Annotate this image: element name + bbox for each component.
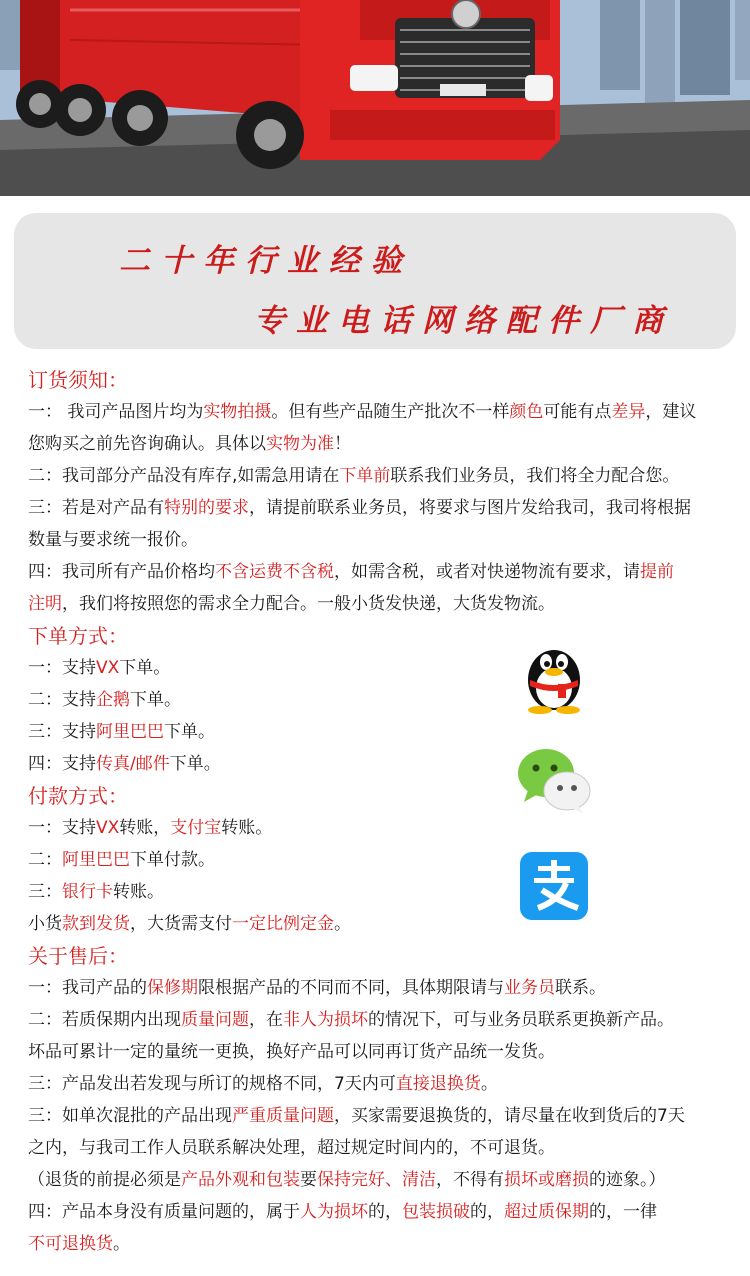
body-text: ，在 bbox=[249, 1010, 283, 1030]
body-text: 一：支持 bbox=[28, 818, 96, 838]
notice-line bbox=[28, 652, 740, 684]
highlight-text: 人为损坏 bbox=[300, 1202, 368, 1222]
highlight-text: 提前 bbox=[640, 562, 674, 582]
body-text: ，买家需要退换货的，请尽量在收到货后的7天 bbox=[334, 1106, 685, 1126]
body-text: ，请提前联系业务员，将要求与图片发给我司，我司将根据 bbox=[249, 498, 691, 518]
highlight-text: 非人为损坏 bbox=[283, 1010, 368, 1030]
notice-line bbox=[28, 492, 740, 524]
qq-penguin-icon bbox=[518, 638, 590, 714]
body-text: 下单。 bbox=[119, 658, 171, 678]
body-text: 数量与要求统一报价。 bbox=[28, 530, 198, 550]
notice-line bbox=[28, 844, 740, 876]
highlight-text: VX bbox=[96, 658, 120, 678]
highlight-text: 严重质量问题 bbox=[232, 1106, 334, 1126]
slogan-box bbox=[14, 213, 736, 349]
body-text: 下单付款。 bbox=[130, 850, 215, 870]
body-text: ，大货需支付 bbox=[130, 914, 232, 934]
notice-line bbox=[28, 716, 740, 748]
body-text: ，如需含税，或者对快递物流有要求，请 bbox=[334, 562, 640, 582]
notice-line bbox=[28, 1164, 740, 1196]
body-text: 转账， bbox=[119, 818, 171, 838]
body-text: 的， bbox=[368, 1202, 402, 1222]
notice-line bbox=[28, 1068, 740, 1100]
body-text: 四：我司所有产品价格均 bbox=[28, 562, 215, 582]
body-text: （退货的前提必须是 bbox=[28, 1170, 181, 1190]
highlight-text: 差异 bbox=[611, 402, 646, 422]
body-text: 。但有些产品随生产批次不一样 bbox=[271, 402, 510, 422]
alipay-icon bbox=[520, 852, 588, 920]
section-heading: 下单方式： bbox=[28, 624, 128, 648]
highlight-text: VX bbox=[96, 818, 120, 838]
body-text: 一：支持 bbox=[28, 658, 96, 678]
body-text: 的，一律 bbox=[589, 1202, 657, 1222]
body-text: 三：若是对产品有 bbox=[28, 498, 164, 518]
notice-line bbox=[28, 876, 740, 908]
body-text: 联系。 bbox=[555, 978, 606, 998]
body-text: 的， bbox=[470, 1202, 504, 1222]
body-text: 联系我们业务员，我们将全力配合您。 bbox=[390, 466, 680, 486]
highlight-text: 传真/邮件 bbox=[96, 754, 170, 774]
body-text: 二：若质保期内出现 bbox=[28, 1010, 181, 1030]
body-text: 四：产品本身没有质量问题的，属于 bbox=[28, 1202, 300, 1222]
body-text: ！ bbox=[334, 434, 351, 454]
body-text: 的迹象。） bbox=[589, 1170, 666, 1190]
notice-line bbox=[28, 812, 740, 844]
highlight-text: 特别的要求 bbox=[164, 498, 249, 518]
highlight-text: 保修期 bbox=[147, 978, 198, 998]
highlight-text: 支付宝 bbox=[170, 818, 222, 838]
body-text: 。 bbox=[480, 1074, 498, 1094]
highlight-text: 颜色 bbox=[509, 402, 544, 422]
highlight-text: 业务员 bbox=[504, 978, 555, 998]
highlight-text: 银行卡 bbox=[62, 882, 113, 902]
notice-line bbox=[28, 1228, 740, 1260]
highlight-text: 保持完好、清洁 bbox=[317, 1170, 436, 1190]
body-text: 的情况下，可与业务员联系更换新产品。 bbox=[368, 1010, 674, 1030]
body-text: 您购买之前先咨询确认。具体以 bbox=[28, 434, 266, 454]
body-text: 三：如单次混批的产品出现 bbox=[28, 1106, 232, 1126]
notice-line bbox=[28, 1036, 740, 1068]
notice-line bbox=[28, 428, 740, 460]
body-text: 。 bbox=[113, 1234, 130, 1254]
body-text: ，不得有 bbox=[436, 1170, 504, 1190]
notice-line bbox=[28, 524, 740, 556]
notice-line bbox=[28, 1132, 740, 1164]
highlight-text: 直接退换货 bbox=[395, 1074, 481, 1094]
body-text: 小货 bbox=[28, 914, 62, 934]
body-text: 三： bbox=[28, 882, 62, 902]
highlight-text: 下单前 bbox=[339, 466, 391, 486]
notice-line bbox=[28, 684, 740, 716]
wechat-icon bbox=[516, 746, 592, 816]
body-text: 下单。 bbox=[164, 722, 215, 742]
highlight-text: 包装损破 bbox=[402, 1202, 470, 1222]
highlight-text: 不可退换货 bbox=[28, 1234, 113, 1254]
highlight-text: 损坏或磨损 bbox=[504, 1170, 589, 1190]
highlight-text: 实物拍摄 bbox=[203, 402, 272, 422]
highlight-text: 款到发货 bbox=[62, 914, 130, 934]
body-text: 一：我司产品的 bbox=[28, 978, 147, 998]
highlight-text: 注明 bbox=[28, 594, 62, 614]
section-heading: 订货须知： bbox=[28, 368, 128, 392]
notice-line bbox=[28, 1004, 740, 1036]
highlight-text: 一定比例定金 bbox=[232, 914, 334, 934]
notice-line bbox=[28, 748, 740, 780]
notice-line bbox=[28, 1196, 740, 1228]
notice-line bbox=[28, 396, 740, 428]
body-text: 下单。 bbox=[169, 754, 221, 774]
notice-line bbox=[28, 972, 740, 1004]
body-text: 下单。 bbox=[130, 690, 181, 710]
body-text: ，我们将按照您的需求全力配合。一般小货发快递，大货发物流。 bbox=[62, 594, 555, 614]
section-heading: 关于售后： bbox=[28, 944, 128, 968]
highlight-text: 阿里巴巴 bbox=[96, 722, 164, 742]
highlight-text: 质量问题 bbox=[181, 1010, 249, 1030]
notice-content bbox=[28, 364, 740, 1260]
highlight-text: 产品外观和包装 bbox=[181, 1170, 300, 1190]
section-heading: 付款方式： bbox=[28, 784, 128, 808]
body-text: 四：支持 bbox=[28, 754, 96, 774]
slogan-line-2: 专业电话网络配件厂商 bbox=[254, 303, 674, 339]
body-text: 二： bbox=[28, 850, 62, 870]
highlight-text: 超过质保期 bbox=[504, 1202, 589, 1222]
body-text: 二：支持 bbox=[28, 690, 96, 710]
highlight-text: 实物为准 bbox=[266, 434, 334, 454]
body-text: 一： 我司产品图片均为 bbox=[28, 402, 204, 422]
highlight-text: 不含运费不含税 bbox=[215, 562, 334, 582]
body-text: 。 bbox=[334, 914, 351, 934]
body-text: 之内，与我司工作人员联系解决处理，超过规定时间内的，不可退货。 bbox=[28, 1138, 555, 1158]
body-text: 三：支持 bbox=[28, 722, 96, 742]
notice-line bbox=[28, 460, 740, 492]
body-text: 二：我司部分产品没有库存,如需急用请在 bbox=[28, 466, 340, 486]
body-text: 限根据产品的不同而不同，具体期限请与 bbox=[198, 978, 504, 998]
body-text: ，建议 bbox=[645, 402, 697, 422]
notice-line bbox=[28, 1100, 740, 1132]
notice-line bbox=[28, 908, 740, 940]
notice-line bbox=[28, 556, 740, 588]
notice-line bbox=[28, 588, 740, 620]
hero-banner-truck-image bbox=[0, 0, 750, 196]
body-text: 三：产品发出若发现与所订的规格不同，7天内可 bbox=[28, 1074, 396, 1094]
body-text: 转账。 bbox=[221, 818, 273, 838]
slogan-line-1: 二十年行业经验 bbox=[119, 243, 413, 279]
highlight-text: 阿里巴巴 bbox=[62, 850, 130, 870]
body-text: 转账。 bbox=[113, 882, 164, 902]
body-text: 可能有点 bbox=[543, 402, 612, 422]
body-text: 要 bbox=[300, 1170, 317, 1190]
body-text: 坏品可累计一定的量统一更换，换好产品可以同再订货产品统一发货。 bbox=[28, 1042, 555, 1062]
highlight-text: 企鹅 bbox=[96, 690, 130, 710]
